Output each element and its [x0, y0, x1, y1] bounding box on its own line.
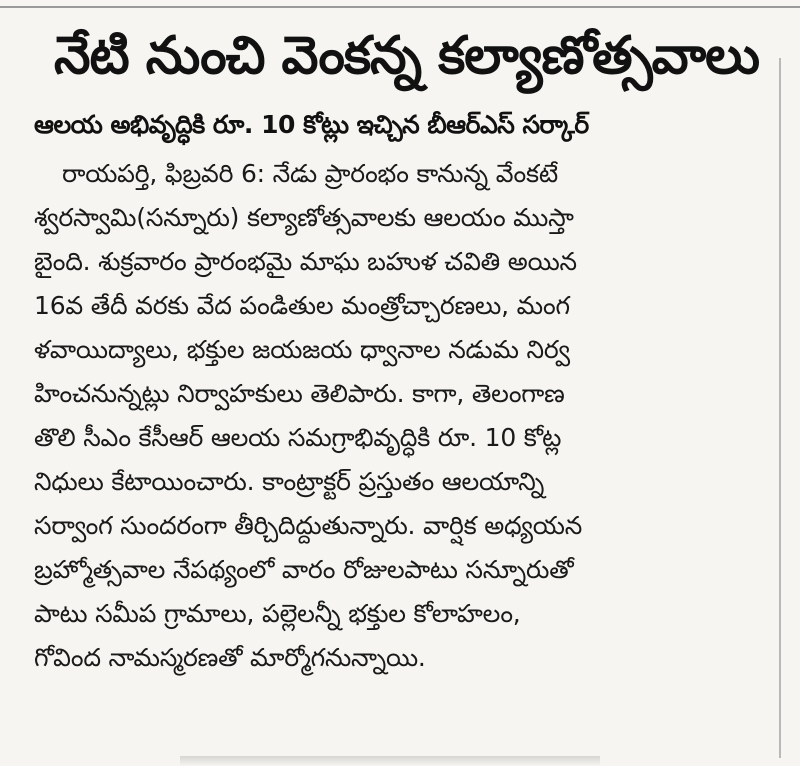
body-line: బైంది. శుక్రవారం ప్రారంభమై మాఘ బహుళ చవితి అయిన — [34, 247, 577, 276]
subheadline: ఆలయ అభివృద్ధికి రూ. 10 కోట్లు ఇచ్చిన బీఆర్ఎస్ సర్కార్ — [34, 110, 589, 139]
body-line: నిధులు కేటాయించారు. కాంట్రాక్టర్ ప్రస్తుతం ఆలయాన్ని — [34, 467, 545, 496]
body-line: తొలి సీఎం కేసీఆర్ ఆలయ సమగ్రాభివృద్ధికి రూ. 10 కోట్ల — [34, 423, 562, 452]
body-line: హించనున్నట్లు నిర్వాహకులు తెలిపారు. కాగా, తెలంగాణ — [34, 379, 565, 408]
headline: నేటి నుంచి వెంకన్న కల్యాణోత్సవాలు — [54, 26, 759, 86]
next-article-cutoff — [180, 756, 600, 766]
top-divider — [0, 6, 800, 8]
article-body — [34, 152, 756, 680]
body-line: గోవింద నామస్మరణతో మార్మోగనున్నాయి. — [34, 643, 426, 672]
body-line: శ్వరస్వామి(సన్నూరు) కల్యాణోత్సవాలకు ఆలయం ముస్తా — [34, 203, 574, 232]
body-line: రాయపర్తి, ఫిబ్రవరి 6: నేడు ప్రారంభం కానున్న వేంకటే — [62, 159, 558, 188]
news-article — [34, 14, 759, 680]
column-divider — [779, 58, 781, 758]
body-line: సర్వాంగ సుందరంగా తీర్చిదిద్దుతున్నారు. వార్షిక అధ్యయన — [34, 511, 583, 540]
body-line: 16వ తేదీ వరకు వేద పండితుల మంత్రోచ్చారణలు, మంగ — [34, 291, 570, 320]
body-line: పాటు సమీప గ్రామాలు, పల్లెలన్నీ భక్తుల కోలాహలం, — [34, 599, 521, 628]
body-line: ళవాయిద్యాలు, భక్తుల జయజయ ధ్వానాల నడుమ నిర్వ — [34, 335, 570, 364]
body-line: బ్రహ్మోత్సవాల నేపథ్యంలో వారం రోజులపాటు సన్నూరుతో — [34, 555, 574, 584]
